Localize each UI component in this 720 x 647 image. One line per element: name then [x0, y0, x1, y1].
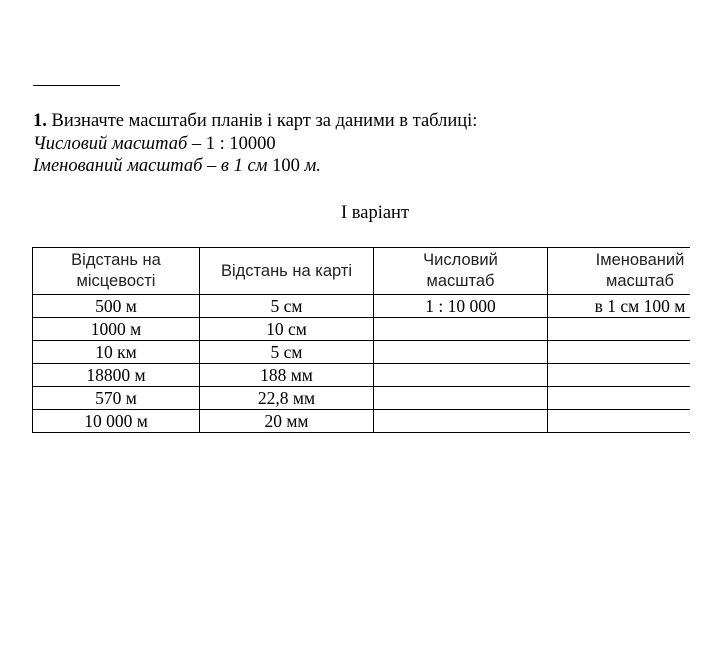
right-crop-edge [690, 240, 720, 450]
table-cell: 10 см [200, 318, 374, 341]
named-scale-value: 100 [272, 156, 300, 176]
table-cell: 22,8 мм [200, 387, 374, 410]
table-cell: 1 : 10 000 [374, 295, 548, 318]
header-text: Числовий [423, 251, 498, 269]
task-text: Визначте масштаби планів і карт за даними в таблиці: [51, 111, 478, 131]
table-cell: 10 км [33, 341, 200, 364]
table-cell: 500 м [33, 295, 200, 318]
header-numeric-scale [374, 248, 548, 295]
table-cell: 570 м [33, 387, 200, 410]
table-cell [374, 364, 548, 387]
table-cell: 1000 м [33, 318, 200, 341]
table-row [33, 295, 720, 318]
header-text: місцевості [76, 272, 156, 290]
table-row [33, 410, 720, 433]
table-cell: в 1 см 100 м [548, 295, 720, 318]
numeric-scale-label: Числовий масштаб – [33, 134, 202, 154]
named-scale-line [33, 156, 321, 177]
header-map-distance [200, 248, 374, 295]
task-number: 1. [33, 111, 47, 131]
header-text: Іменований [595, 251, 685, 269]
header-text: Відстань на карті [220, 261, 353, 280]
table-cell [374, 341, 548, 364]
header-text: масштаб [605, 272, 674, 290]
numeric-scale-line [33, 134, 276, 155]
header-ground-distance [33, 248, 200, 295]
table-row [33, 364, 720, 387]
table-cell: 5 см [200, 295, 374, 318]
named-scale-label: Іменований масштаб – в 1 [33, 156, 243, 176]
named-scale-unit1: см [247, 156, 268, 176]
table-cell: 188 мм [200, 364, 374, 387]
table-row [33, 387, 720, 410]
table-header-row [33, 248, 720, 295]
table-cell [374, 410, 548, 433]
header-text: масштаб [426, 272, 495, 290]
table-cell: 20 мм [200, 410, 374, 433]
table-row [33, 318, 720, 341]
named-scale-unit2: м. [304, 156, 321, 176]
variant-title: І варіант [340, 203, 410, 223]
table-cell: 10 000 м [33, 410, 200, 433]
table-cell: 5 см [200, 341, 374, 364]
task-line [33, 111, 477, 132]
table-row [33, 341, 720, 364]
table-cell [374, 387, 548, 410]
top-rule [33, 85, 120, 86]
numeric-scale-value: 1 : 10000 [205, 134, 276, 154]
table-cell [374, 318, 548, 341]
scale-table [32, 247, 720, 433]
header-text: Відстань на [71, 251, 161, 269]
table-cell: 18800 м [33, 364, 200, 387]
